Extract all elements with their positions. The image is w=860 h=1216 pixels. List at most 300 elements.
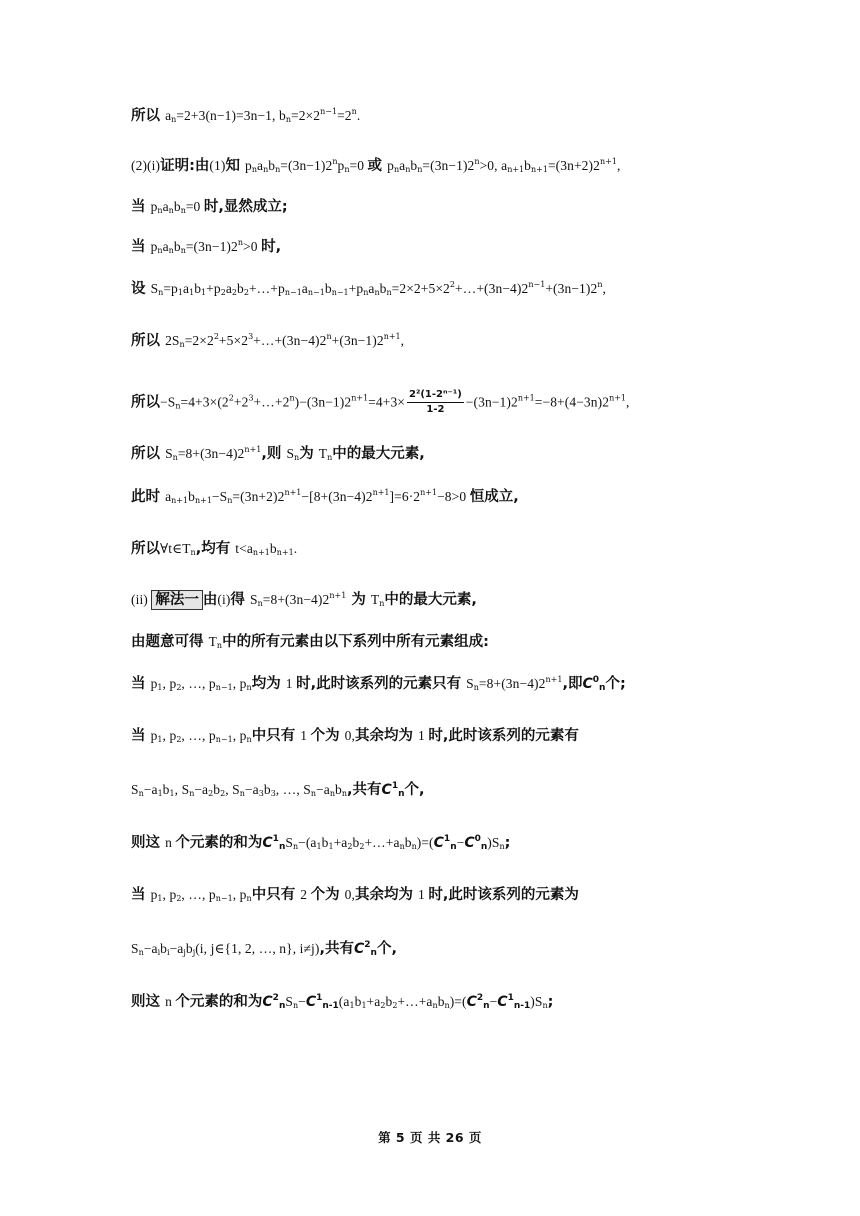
subscript: 2 — [231, 288, 237, 297]
combination-sup: 1 — [272, 834, 279, 844]
math-run: , — [400, 333, 405, 348]
subscript: 2 — [220, 288, 226, 297]
math-run: −[8+(3n−4)2 — [301, 489, 373, 504]
text-line — [131, 539, 297, 559]
combination-symbol: $C^1_n$ — [262, 834, 286, 852]
math-run: , …, p — [181, 887, 216, 902]
math-run: =8+(3n−4)2 — [177, 446, 245, 461]
math-run: b — [237, 281, 244, 296]
text-line — [131, 939, 397, 959]
subscript: 2 — [380, 1001, 386, 1010]
subscript: n — [180, 206, 186, 215]
combination-sup: 1 — [443, 834, 451, 844]
text-line — [131, 197, 288, 217]
text-run: 当 — [131, 239, 151, 255]
superscript: n+1 — [599, 157, 617, 166]
subscript: 1 — [189, 288, 195, 297]
subscript: 1 — [361, 1001, 367, 1010]
math-run: b — [173, 199, 181, 214]
math-run: b — [173, 239, 181, 254]
combination-sup: 2 — [476, 993, 484, 1003]
subscript: 2 — [243, 288, 249, 297]
math-run: , p — [232, 676, 247, 691]
text-line — [131, 992, 553, 1012]
subscript: n — [285, 115, 291, 124]
text-run: 其余均为 — [354, 887, 419, 903]
text-run: 所以 — [131, 446, 166, 462]
subscript: n — [275, 165, 281, 174]
superscript: n — [237, 238, 244, 247]
subscript: n−1 — [307, 288, 325, 297]
combination-symbol: $C^2_n$ — [262, 993, 286, 1011]
math-run: p — [150, 239, 158, 254]
subscript: 1 — [316, 842, 322, 851]
math-run: b — [268, 158, 276, 173]
text-run: 中的所有元素由以下系列中所有元素组成: — [222, 634, 489, 650]
math-run: +…+2 — [253, 394, 290, 410]
math-run: −S — [160, 394, 176, 410]
subscript: 1 — [328, 842, 334, 851]
subscript: n+1 — [507, 165, 525, 174]
text-run: 当 — [131, 887, 151, 903]
text-run: 由 — [202, 592, 218, 608]
page-footer: 第 5 页 共 26 页 — [378, 1130, 482, 1145]
math-run: b — [263, 782, 271, 797]
math-run: =(3n−1)2 — [280, 158, 333, 173]
subscript: n — [363, 288, 369, 297]
subscript: j — [183, 948, 186, 957]
math-run: −(a — [298, 835, 317, 850]
math-run: b — [269, 541, 277, 556]
math-run: , — [616, 158, 621, 173]
math-run: S — [131, 941, 139, 956]
superscript: n+1 — [284, 488, 302, 497]
superscript: n+1 — [329, 591, 347, 600]
text-line — [131, 726, 579, 746]
math-run: +(3n−1)2 — [331, 333, 384, 348]
math-run: p — [337, 158, 345, 173]
math-run: , — [602, 281, 606, 296]
subscript: n — [329, 789, 336, 798]
math-run: )=( — [416, 835, 434, 850]
subscript: n−1 — [284, 288, 302, 297]
superscript: n — [597, 280, 603, 289]
superscript: n+1 — [351, 393, 369, 403]
subscript: n — [190, 548, 196, 557]
math-run: n — [165, 835, 176, 850]
text-run: ; — [547, 994, 554, 1010]
math-run: =4+3× — [368, 394, 406, 410]
fraction-denominator: 1-2 — [426, 404, 445, 415]
math-run: )S — [530, 994, 543, 1009]
text-run: ,共有 — [347, 782, 382, 798]
subscript: n+1 — [276, 548, 294, 557]
text-run: 中的最大元素, — [332, 446, 425, 462]
text-run: 时,此时该系列的元素为 — [428, 887, 579, 903]
text-run: 个, — [404, 782, 425, 798]
text-run: 当 — [131, 199, 151, 215]
text-run: ,均有 — [195, 541, 236, 557]
subscript: n — [251, 165, 258, 174]
math-run: b — [385, 994, 393, 1009]
math-run: a — [165, 489, 172, 504]
math-run: b — [379, 281, 387, 296]
combination-sub: n — [483, 1001, 490, 1011]
math-run: b — [410, 158, 418, 173]
math-run: . — [356, 108, 361, 123]
text-run: 均为 — [251, 676, 286, 692]
math-run: b — [404, 835, 412, 850]
math-run: 1 — [418, 887, 429, 902]
superscript: 2 — [449, 280, 456, 289]
subscript: n−1 — [215, 735, 233, 744]
text-run: 由题意可得 — [131, 634, 209, 650]
subscript: n — [246, 683, 252, 692]
text-run: 恒成立, — [469, 489, 519, 505]
math-run: , p — [162, 728, 177, 743]
subscript: n−1 — [215, 683, 233, 692]
math-run: =2×2 — [290, 108, 321, 123]
math-run: b — [437, 994, 445, 1009]
combination-symbol: $C^2_n$ — [353, 940, 377, 958]
subscript: n — [344, 165, 350, 174]
math-run: a — [162, 239, 169, 254]
text-run: 此时 — [131, 489, 166, 505]
subscript: 2 — [176, 683, 182, 692]
math-run: t<a — [235, 541, 253, 556]
combination-symbol: $C^0_n$ — [582, 675, 606, 693]
subscript: n+1 — [252, 548, 270, 557]
math-run: a — [399, 158, 406, 173]
math-run: p — [150, 887, 158, 902]
subscript: 2 — [176, 894, 182, 903]
combination-sub: n — [278, 842, 286, 852]
math-run: =4+3×(2 — [180, 394, 229, 410]
math-run: =−8+(4−3n)2 — [534, 394, 610, 410]
combination-sup: 2 — [272, 993, 279, 1003]
subscript: n — [379, 599, 385, 608]
math-run: 2 — [300, 887, 311, 902]
math-run: =8+(3n−4)2 — [262, 592, 330, 607]
math-run: +…+a — [364, 835, 400, 850]
combination-sub: n-1 — [322, 1001, 339, 1011]
text-line — [131, 279, 606, 299]
subscript: n — [341, 789, 348, 798]
combination-symbol: $C^1_n$ — [433, 834, 457, 852]
text-run: 个, — [376, 941, 397, 957]
subscript: n — [157, 206, 163, 215]
math-run: b — [185, 941, 193, 956]
subscript: n — [138, 789, 144, 798]
math-run: a — [162, 199, 169, 214]
superscript: n+1 — [545, 675, 563, 684]
subscript: n — [432, 1001, 438, 1010]
subscript: n — [292, 1001, 299, 1010]
math-run: p — [150, 199, 158, 214]
math-run: +5×2 — [218, 333, 249, 348]
subscript: n — [374, 288, 380, 297]
math-run: +p — [348, 281, 364, 296]
math-run: 1 — [300, 728, 311, 743]
subscript: 1 — [157, 894, 163, 903]
text-run: 为 — [346, 592, 371, 608]
math-run: +…+(3n−4)2 — [253, 333, 327, 348]
math-run: − — [298, 994, 306, 1009]
math-run: a — [225, 281, 232, 296]
math-run: +p — [206, 281, 221, 296]
superscript: 3 — [248, 332, 254, 341]
math-run: b — [352, 835, 360, 850]
text-run: 证明:由 — [160, 158, 210, 174]
subscript: n — [542, 1001, 548, 1010]
math-run: b — [188, 489, 195, 504]
math-run: T — [208, 634, 217, 649]
math-run: =(3n−1)2 — [185, 239, 238, 254]
math-run: =0 — [349, 158, 368, 173]
math-run: b — [162, 782, 170, 797]
math-run: . — [293, 541, 298, 556]
subscript: n — [473, 683, 479, 692]
math-run: , p — [162, 676, 177, 691]
text-run: 个元素的和为 — [175, 835, 263, 851]
text-line — [131, 156, 620, 176]
text-run: 所以 — [131, 541, 160, 557]
math-run: p — [245, 158, 252, 173]
math-run: a — [368, 281, 375, 296]
text-line — [131, 444, 425, 464]
math-run: (2)(i) — [131, 158, 161, 173]
math-run: S — [249, 592, 258, 607]
combination-sub: n — [480, 842, 488, 852]
math-run: +…+(3n−4)2 — [455, 281, 529, 296]
subscript: n+1 — [171, 496, 189, 505]
subscript: n−1 — [331, 288, 349, 297]
math-run: a — [183, 281, 190, 296]
math-run: =2×2+5×2 — [391, 281, 450, 296]
math-run: S — [286, 446, 295, 461]
math-run: =0 — [185, 199, 204, 214]
text-line — [131, 780, 425, 800]
text-line — [131, 590, 477, 610]
subscript: 2 — [208, 789, 214, 798]
subscript: n — [172, 453, 178, 462]
math-run: −a — [143, 941, 158, 956]
text-run: ,则 — [261, 446, 287, 462]
text-run: 知 — [225, 158, 246, 174]
subscript: n — [294, 453, 300, 462]
math-run: S — [285, 835, 293, 850]
text-line — [131, 106, 360, 126]
math-run: S — [165, 446, 173, 461]
subscript: n — [405, 165, 411, 174]
subscript: n — [499, 842, 505, 851]
text-run: ,即 — [562, 676, 583, 692]
math-run: −a — [143, 782, 158, 797]
subscript: 2 — [392, 1001, 398, 1010]
superscript: n — [289, 393, 295, 403]
math-run: )−(3n−1)2 — [294, 394, 352, 410]
subscript: n — [179, 340, 185, 349]
math-run: b — [354, 994, 362, 1009]
math-run: =p — [163, 281, 178, 296]
combination-symbol: $C^1_{n-1}$ — [497, 993, 531, 1011]
subscript: n — [246, 894, 252, 903]
combination-symbol: $C^0_n$ — [464, 834, 488, 852]
combination-sub: n — [370, 948, 377, 958]
math-run: =(3n+2)2 — [232, 489, 285, 504]
math-run: 0, — [344, 887, 355, 902]
math-run: b — [324, 281, 332, 296]
subscript: n — [417, 165, 423, 174]
math-run: , …, p — [181, 676, 216, 691]
math-run: 0, — [344, 728, 355, 743]
math-run: 1 — [285, 676, 297, 691]
math-run: +…+a — [397, 994, 433, 1009]
math-run: −a — [169, 941, 184, 956]
subscript: 1 — [157, 683, 163, 692]
math-run: +a — [366, 994, 381, 1009]
math-run: −S — [211, 489, 228, 504]
superscript: n — [474, 157, 480, 166]
subscript: 3 — [270, 789, 276, 798]
text-run: 个; — [605, 676, 626, 692]
superscript: n — [351, 107, 357, 116]
subscript: 1 — [177, 288, 183, 297]
math-run: =(3n−1)2 — [422, 158, 475, 173]
subscript: 2 — [359, 842, 365, 851]
subscript: n+1 — [531, 165, 548, 174]
math-run: (i, j∈{1, 2, …, n}, i≠j) — [195, 941, 320, 956]
math-run: b — [194, 281, 202, 296]
math-run: +(3n−1)2 — [545, 281, 598, 296]
combination-sup: 0 — [474, 834, 481, 844]
text-run: 所以 — [131, 333, 166, 349]
math-run: b — [335, 782, 342, 797]
math-run: (1) — [209, 158, 226, 173]
text-run: 中只有 — [251, 728, 301, 744]
superscript: n+1 — [609, 393, 627, 403]
math-run: S — [131, 782, 139, 797]
subscript: j — [192, 948, 196, 957]
math-run: a — [165, 108, 172, 123]
subscript: 1 — [169, 789, 175, 798]
subscript: n — [411, 842, 417, 851]
fraction — [407, 389, 464, 416]
math-run: T — [318, 446, 328, 461]
text-run: ,共有 — [319, 941, 354, 957]
math-run: p — [150, 728, 158, 743]
text-run: 得 — [230, 592, 250, 608]
math-run: +…+p — [248, 281, 285, 296]
subscript: n — [168, 206, 174, 215]
subscript: 1 — [157, 735, 163, 744]
superscript: n+1 — [517, 393, 535, 403]
superscript: n — [332, 157, 338, 166]
math-run: , p — [232, 728, 247, 743]
math-run: +2 — [233, 394, 249, 410]
subscript: n — [168, 246, 174, 255]
math-run: ]=6·2 — [389, 489, 421, 504]
combination-sup: 1 — [507, 993, 514, 1003]
subscript: n — [327, 453, 333, 462]
math-run: =2×2 — [184, 333, 214, 348]
math-run: −8>0 — [437, 489, 470, 504]
subscript: n — [157, 246, 163, 255]
math-run: −a — [194, 782, 209, 797]
math-run: a — [301, 281, 308, 296]
math-run: S — [150, 281, 159, 296]
text-run: 所以 — [131, 394, 160, 411]
method-label-box: 解法一 — [151, 590, 203, 610]
subscript: 1 — [201, 288, 207, 297]
superscript: 2 — [228, 393, 234, 403]
combination-sub: n — [278, 1001, 286, 1011]
subscript: n — [399, 842, 405, 851]
superscript: n+1 — [244, 445, 262, 454]
combination-sub: n — [398, 789, 405, 799]
combination-sub: n-1 — [513, 1001, 531, 1011]
text-line — [131, 674, 626, 694]
text-run: 为 — [299, 446, 319, 462]
superscript: n+1 — [372, 488, 390, 497]
superscript: 3 — [248, 393, 254, 403]
math-run: , — [626, 394, 630, 410]
subscript: 2 — [347, 842, 353, 851]
text-run: 或 — [367, 158, 388, 174]
subscript: 1 — [157, 789, 163, 798]
math-run: , p — [162, 887, 177, 902]
math-run: −a — [244, 782, 259, 797]
math-run: −(3n−1)2 — [465, 394, 518, 410]
text-run: 时,此时该系列的元素只有 — [296, 676, 467, 692]
math-run: b — [524, 158, 531, 173]
math-run: ∀t∈T — [160, 541, 191, 556]
math-run: =2+3(n−1)=3n−1, b — [176, 108, 286, 123]
text-line — [131, 632, 489, 652]
combination-sub: n — [599, 683, 606, 693]
math-run: p — [387, 158, 394, 173]
math-run: − — [489, 994, 498, 1009]
combination-sup: 0 — [592, 675, 600, 685]
text-line — [131, 237, 281, 257]
subscript: n — [444, 1001, 450, 1010]
math-run: −a — [316, 782, 330, 797]
text-line — [131, 487, 519, 507]
text-run: 则这 — [131, 835, 166, 851]
subscript: n — [292, 842, 299, 851]
text-line — [131, 833, 510, 853]
math-run: 2S — [165, 333, 180, 348]
combination-symbol: $C^1_{n-1}$ — [305, 993, 339, 1011]
subscript: 2 — [220, 789, 226, 798]
subscript: n — [310, 789, 317, 798]
math-run: (ii) — [131, 592, 152, 607]
math-run: , S — [174, 782, 190, 797]
subscript: n — [263, 165, 269, 174]
subscript: n — [239, 789, 245, 798]
subscript: n — [393, 165, 400, 174]
text-run: 则这 — [131, 994, 166, 1010]
math-run: S — [285, 994, 293, 1009]
math-run: S — [466, 676, 474, 691]
subscript: n — [246, 735, 252, 744]
subscript: n — [189, 789, 195, 798]
superscript: n+1 — [420, 488, 438, 497]
subscript: 2 — [176, 735, 182, 744]
math-run: b — [160, 941, 167, 956]
math-run: >0 — [243, 239, 262, 254]
text-run: 个为 — [310, 728, 345, 744]
